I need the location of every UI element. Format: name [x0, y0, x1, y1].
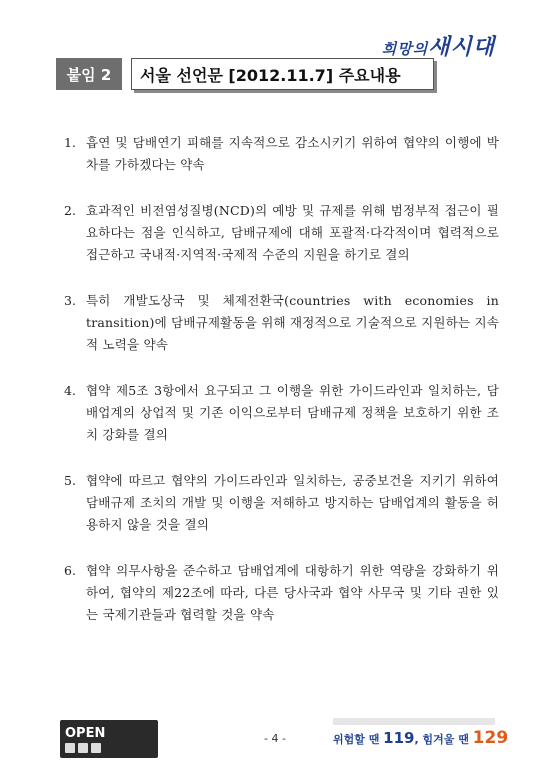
logo-small-text: 희망의 — [381, 40, 429, 58]
page-title: 서울 선언문 [2012.11.7] 주요내용 — [131, 58, 434, 90]
slogan-middle: , 힘겨울 땐 — [414, 733, 473, 746]
banner-strip — [333, 718, 495, 725]
list-item — [64, 200, 499, 266]
item-number: 2. — [64, 203, 76, 218]
list-item — [64, 470, 499, 536]
item-number: 6. — [64, 563, 76, 578]
item-text: 협약 의무사항을 준수하고 담배업계에 대항하기 위한 역량을 강화하기 위하여, 협약의 제22조에 따라, 다른 당사국과 협약 사무국 및 기타 권한 있는 국제기관들과 협력할 것을 약속 — [86, 563, 499, 622]
item-text: 효과적인 비전염성질병(NCD)의 예방 및 규제를 위해 범정부적 접근이 필요하다는 점을 인식하고, 담배규제에 대해 포괄적·다각적이며 협력적으로 접근하고 국내적·지역적·국제적 수준의 지원을 하기로 결의 — [86, 203, 499, 262]
item-text: 흡연 및 담배연기 피해를 지속적으로 감소시키기 위하여 협약의 이행에 박차를 가하겠다는 약속 — [86, 135, 499, 172]
attachment-tag: 붙임 2 — [56, 58, 122, 90]
slogan-prefix: 위험할 땐 — [333, 733, 384, 746]
item-text: 협약에 따르고 협약의 가이드라인과 일치하는, 공중보건을 지키기 위하여 담배규제 조치의 개발 및 이행을 저해하고 방지하는 담배업계의 활동을 허용하지 않을 것을 결의 — [86, 473, 499, 532]
list-item — [64, 380, 499, 446]
declaration-list — [64, 132, 499, 650]
item-number: 4. — [64, 383, 76, 398]
slogan-number-119: 119 — [383, 729, 415, 747]
item-text: 특히 개발도상국 및 체제전환국(countries with economies in transition)에 담배규제활동을 위해 재정적으로 기술적으로 지원하는 지속적 노력을 약속 — [86, 293, 499, 352]
item-text: 협약 제5조 3항에서 요구되고 그 이행을 위한 가이드라인과 일치하는, 담배업계의 상업적 및 기존 이익으로부터 담배규제 정책을 보호하기 위한 조치 강화를 결의 — [86, 383, 499, 442]
slogan-number-129: 129 — [472, 728, 509, 748]
slogan-text — [333, 728, 509, 748]
open-label: OPEN — [65, 725, 106, 741]
list-item — [64, 560, 499, 626]
document-header — [56, 58, 496, 94]
list-item — [64, 132, 499, 176]
item-number: 5. — [64, 473, 76, 488]
emergency-slogan-banner — [333, 718, 509, 762]
item-number: 1. — [64, 135, 76, 150]
list-item — [64, 290, 499, 356]
item-number: 3. — [64, 293, 76, 308]
logo-hope-new-era — [382, 30, 495, 61]
logo-big-text: 새시대 — [428, 34, 495, 60]
page-number: - 4 - — [264, 732, 286, 745]
